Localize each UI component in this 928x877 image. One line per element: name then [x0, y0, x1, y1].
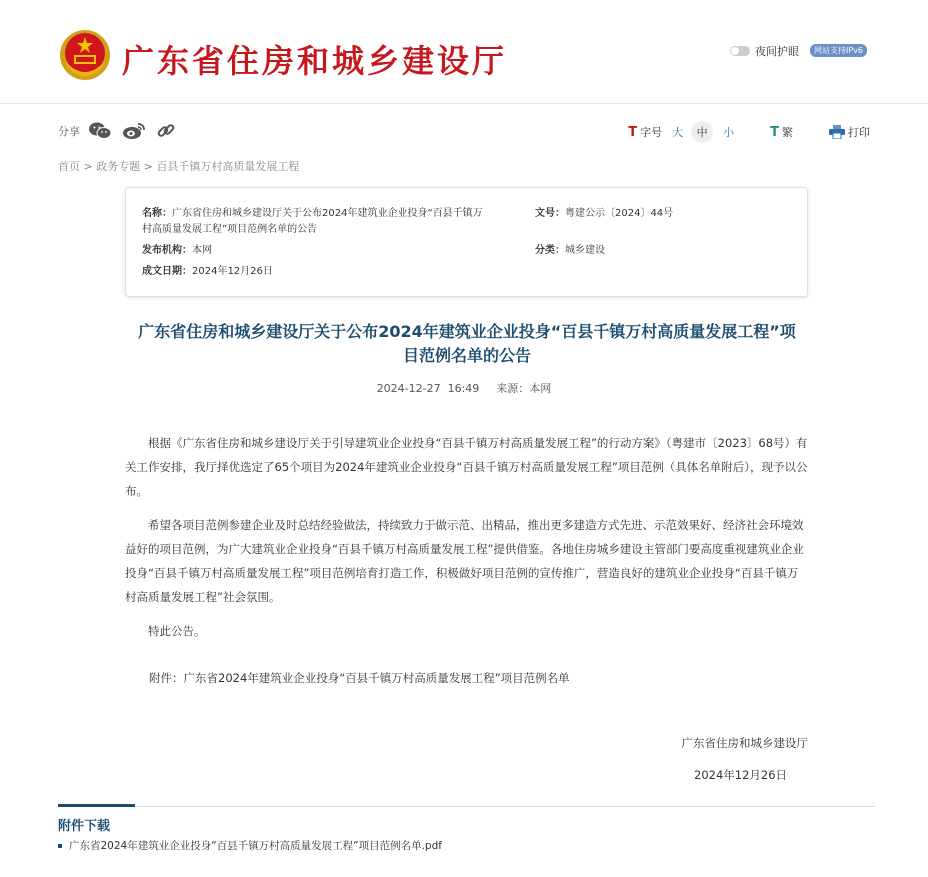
article-title — [120, 320, 814, 368]
meta-date-value: 2024年12月26日 — [192, 266, 273, 277]
downloads-accent-bar — [58, 804, 135, 807]
weibo-icon[interactable] — [122, 122, 146, 140]
article-info — [0, 380, 928, 396]
breadcrumb-home[interactable]: 首页 — [58, 160, 80, 173]
meta-name-line1: 广东省住房和城乡建设厅关于公布2024年建筑业企业投身“百县千镇万 — [172, 208, 483, 219]
attachment-reference: 附件：广东省2024年建筑业企业投身“百县千镇万村高质量发展工程”项目范例名单 — [149, 671, 570, 685]
meta-publisher — [142, 243, 212, 259]
site-header — [0, 0, 928, 104]
font-size-large-button[interactable]: 大 — [672, 126, 684, 139]
font-size-medium-button[interactable]: 中 — [691, 121, 713, 143]
font-size-icon: T — [628, 124, 638, 140]
article-paragraph: 希望各项目范例参建企业及时总结经验做法，持续致力于做示范、出精品，推出更多建造方式先进、示范效果好、经济社会环境效益好的项目范例，为广大建筑业企业投身“百县千镇万村高质量发展工程”提供借鉴。各地住房城乡建设主管部门要高度重视建筑业企业投身“百县千镇万村高质量发展工程”项目范例培育打造工作，积极做好项目范例的宣传推广，营造良好的建筑业企业投身“百县千镇万村高质量发展工程”社会氛围。 — [125, 518, 804, 604]
share-label: 分享 — [58, 125, 80, 138]
breadcrumb-current[interactable]: 百县千镇万村高质量发展工程 — [156, 160, 300, 173]
signature-org: 广东省住房和城乡建设厅 — [681, 736, 808, 750]
article-toolbar — [58, 118, 870, 144]
meta-doc-no — [535, 206, 673, 222]
meta-date — [142, 264, 273, 280]
print-button[interactable]: 打印 — [848, 126, 870, 139]
breadcrumb — [58, 158, 299, 174]
meta-name-label: 名称： — [142, 208, 172, 219]
ipv6-badge: 网站支持IPv6 — [810, 44, 867, 57]
national-emblem-icon — [58, 28, 112, 82]
meta-publisher-label: 发布机构： — [142, 245, 192, 256]
meta-name — [142, 206, 522, 238]
downloads-divider — [58, 806, 875, 807]
bullet-square-icon — [58, 844, 62, 848]
download-item[interactable] — [58, 838, 442, 853]
downloads-title: 附件下载 — [58, 819, 111, 834]
document-meta-box — [125, 187, 808, 297]
breadcrumb-separator: > — [80, 160, 97, 173]
breadcrumb-section[interactable]: 政务专题 — [96, 160, 141, 173]
traditional-chinese-icon: T — [770, 124, 779, 140]
wechat-icon[interactable] — [88, 122, 112, 140]
meta-name-line2: 村高质量发展工程”项目范例名单的公告 — [142, 224, 318, 235]
article-title-line1: 广东省住房和城乡建设厅关于公布2024年建筑业企业投身“百县千镇万村高质量发展工程”项 — [138, 322, 796, 341]
article-body — [125, 431, 809, 643]
print-icon[interactable] — [829, 125, 845, 139]
download-link[interactable]: 广东省2024年建筑业企业投身“百县千镇万村高质量发展工程”项目范例名单.pdf — [69, 840, 442, 852]
night-mode-label: 夜间护眼 — [755, 45, 799, 58]
share-bar — [58, 122, 186, 140]
copy-link-icon[interactable] — [156, 122, 176, 140]
reading-tools — [628, 121, 870, 143]
article-source: 本网 — [529, 382, 552, 395]
breadcrumb-separator: > — [140, 160, 157, 173]
meta-category-value: 城乡建设 — [565, 245, 605, 256]
site-title[interactable]: 广东省住房和城乡建设厅 — [122, 42, 508, 80]
font-size-small-button[interactable]: 小 — [723, 126, 735, 139]
meta-date-label: 成文日期： — [142, 266, 192, 277]
article-paragraph: 根据《广东省住房和城乡建设厅关于引导建筑业企业投身“百县千镇万村高质量发展工程”的行动方案》（粤建市〔2023〕68号）有关工作安排，我厅择优选定了65个项目为2024年建筑业企业投身“百县千镇万村高质量发展工程”项目范例（具体名单附后），现予以公布。 — [125, 436, 808, 498]
meta-category-label: 分类： — [535, 245, 565, 256]
font-size-label: 字号 — [640, 126, 663, 139]
article-title-line2: 目范例名单的公告 — [402, 346, 531, 365]
article-paragraph: 特此公告。 — [148, 624, 206, 638]
article-datetime: 2024-12-27 16:49 — [376, 382, 480, 395]
toggle-switch-icon[interactable] — [730, 46, 750, 56]
traditional-chinese-button[interactable]: 繁 — [782, 126, 793, 139]
meta-publisher-value: 本网 — [192, 245, 212, 256]
meta-doc-no-label: 文号： — [535, 208, 565, 219]
article-source-label: 来源： — [496, 382, 530, 395]
meta-category — [535, 243, 605, 259]
meta-doc-no-value: 粤建公示〔2024〕44号 — [565, 208, 674, 219]
signature-date: 2024年12月26日 — [694, 768, 788, 782]
night-mode-toggle[interactable] — [730, 43, 799, 59]
